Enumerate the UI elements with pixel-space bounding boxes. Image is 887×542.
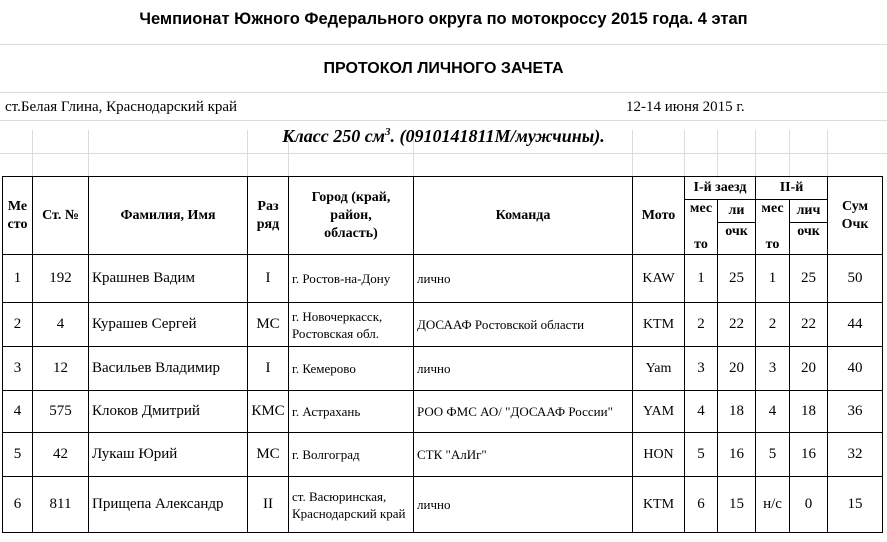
cell-start-no: 42 bbox=[33, 433, 89, 477]
table-row bbox=[3, 477, 883, 533]
cell-rank: II bbox=[248, 477, 289, 533]
col-moto-header: Мото bbox=[633, 177, 685, 255]
document-title: Чемпионат Южного Федерального округа по мотокроссу 2015 года. 4 этап bbox=[139, 10, 748, 28]
cell-heat1-pos: 4 bbox=[685, 391, 718, 433]
cell-heat2-pts: 22 bbox=[790, 303, 828, 347]
cell-team: лично bbox=[414, 347, 633, 391]
cell-moto: YAM bbox=[633, 391, 685, 433]
class-prefix: Класс 250 см bbox=[282, 126, 386, 146]
cell-heat2-pts: 0 bbox=[790, 477, 828, 533]
table-row bbox=[3, 347, 883, 391]
cell-heat1-pts: 25 bbox=[718, 255, 756, 303]
cell-sum: 40 bbox=[828, 347, 883, 391]
table-row bbox=[3, 255, 883, 303]
results-table bbox=[2, 176, 883, 533]
cell-sum: 36 bbox=[828, 391, 883, 433]
cell-moto: KTM bbox=[633, 477, 685, 533]
heat1-pos-header: мес то bbox=[685, 200, 718, 255]
location-text: ст.Белая Глина, Краснодарский край bbox=[5, 99, 238, 115]
cell-place: 4 bbox=[3, 391, 33, 433]
class-suffix: . (0910141811М/мужчины). bbox=[390, 126, 605, 146]
cell-place: 3 bbox=[3, 347, 33, 391]
col-team-header: Команда bbox=[414, 177, 633, 255]
heat2-pts-header-bottom: очк bbox=[790, 222, 828, 254]
cell-heat2-pos: 1 bbox=[756, 255, 790, 303]
cell-city: г. Новочеркасск, Ростовская обл. bbox=[289, 303, 414, 347]
cell-heat2-pos: 2 bbox=[756, 303, 790, 347]
cell-heat2-pts: 20 bbox=[790, 347, 828, 391]
gridline bbox=[0, 153, 887, 154]
col-sum-header: Сум Очк bbox=[828, 177, 883, 255]
heat2-pts-header-top: лич bbox=[790, 200, 828, 223]
cell-name: Крашнев Вадим bbox=[89, 255, 248, 303]
cell-heat2-pos: 3 bbox=[756, 347, 790, 391]
cell-heat2-pts: 16 bbox=[790, 433, 828, 477]
cell-heat1-pts: 20 bbox=[718, 347, 756, 391]
heat1-header: I-й заезд bbox=[685, 177, 756, 200]
table-row bbox=[3, 391, 883, 433]
cell-team: СТК "АлИг" bbox=[414, 433, 633, 477]
cell-sum: 15 bbox=[828, 477, 883, 533]
cell-rank: I bbox=[248, 347, 289, 391]
cell-rank: I bbox=[248, 255, 289, 303]
heat2-pos-header: мес то bbox=[756, 200, 790, 255]
cell-name: Васильев Владимир bbox=[89, 347, 248, 391]
cell-heat1-pos: 2 bbox=[685, 303, 718, 347]
cell-moto: HON bbox=[633, 433, 685, 477]
cell-moto: Yam bbox=[633, 347, 685, 391]
cell-name: Прищепа Александр bbox=[89, 477, 248, 533]
cell-place: 6 bbox=[3, 477, 33, 533]
cell-start-no: 12 bbox=[33, 347, 89, 391]
cell-heat2-pos: н/с bbox=[756, 477, 790, 533]
cell-start-no: 575 bbox=[33, 391, 89, 433]
col-rank-header: Раз ряд bbox=[248, 177, 289, 255]
cell-place: 5 bbox=[3, 433, 33, 477]
cell-heat1-pts: 18 bbox=[718, 391, 756, 433]
heat1-pts-header-bottom: очк bbox=[718, 222, 756, 254]
cell-start-no: 192 bbox=[33, 255, 89, 303]
cell-team: РОО ФМС АО/ "ДОСААФ России" bbox=[414, 391, 633, 433]
cell-city: г. Кемерово bbox=[289, 347, 414, 391]
cell-heat1-pts: 15 bbox=[718, 477, 756, 533]
cell-rank: КМС bbox=[248, 391, 289, 433]
cell-heat1-pos: 3 bbox=[685, 347, 718, 391]
cell-city: г. Ростов-на-Дону bbox=[289, 255, 414, 303]
gridline bbox=[0, 120, 887, 121]
cell-moto: KAW bbox=[633, 255, 685, 303]
cell-name: Клоков Дмитрий bbox=[89, 391, 248, 433]
cell-heat2-pts: 25 bbox=[790, 255, 828, 303]
cell-moto: KTM bbox=[633, 303, 685, 347]
cell-name: Лукаш Юрий bbox=[89, 433, 248, 477]
cell-start-no: 811 bbox=[33, 477, 89, 533]
cell-team: лично bbox=[414, 477, 633, 533]
cell-rank: МС bbox=[248, 433, 289, 477]
gridline bbox=[0, 92, 887, 93]
class-title bbox=[0, 126, 887, 147]
heat1-pts-header-top: ли bbox=[718, 200, 756, 223]
cell-start-no: 4 bbox=[33, 303, 89, 347]
cell-heat1-pts: 22 bbox=[718, 303, 756, 347]
protocol-title: ПРОТОКОЛ ЛИЧНОГО ЗАЧЕТА bbox=[323, 60, 564, 77]
cell-heat1-pos: 5 bbox=[685, 433, 718, 477]
cell-sum: 50 bbox=[828, 255, 883, 303]
cell-team: лично bbox=[414, 255, 633, 303]
cell-heat2-pts: 18 bbox=[790, 391, 828, 433]
cell-place: 2 bbox=[3, 303, 33, 347]
cell-city: г. Астрахань bbox=[289, 391, 414, 433]
cell-team: ДОСААФ Ростовской области bbox=[414, 303, 633, 347]
gridline bbox=[0, 44, 887, 45]
heat2-header: II-й bbox=[756, 177, 828, 200]
col-city-header: Город (край, район, область) bbox=[289, 177, 414, 255]
cell-place: 1 bbox=[3, 255, 33, 303]
table-row bbox=[3, 303, 883, 347]
cell-heat2-pos: 4 bbox=[756, 391, 790, 433]
cell-city: ст. Васюринская, Краснодарский край bbox=[289, 477, 414, 533]
col-place-header: Ме сто bbox=[3, 177, 33, 255]
cell-heat2-pos: 5 bbox=[756, 433, 790, 477]
cell-heat1-pos: 6 bbox=[685, 477, 718, 533]
table-row bbox=[3, 433, 883, 477]
cell-heat1-pts: 16 bbox=[718, 433, 756, 477]
class-superscript: 3 bbox=[385, 126, 391, 138]
cell-name: Курашев Сергей bbox=[89, 303, 248, 347]
col-start-no-header: Ст. № bbox=[33, 177, 89, 255]
cell-sum: 32 bbox=[828, 433, 883, 477]
cell-rank: МС bbox=[248, 303, 289, 347]
dates-text: 12-14 июня 2015 г. bbox=[626, 99, 745, 115]
cell-sum: 44 bbox=[828, 303, 883, 347]
cell-city: г. Волгоград bbox=[289, 433, 414, 477]
cell-heat1-pos: 1 bbox=[685, 255, 718, 303]
col-name-header: Фамилия, Имя bbox=[89, 177, 248, 255]
